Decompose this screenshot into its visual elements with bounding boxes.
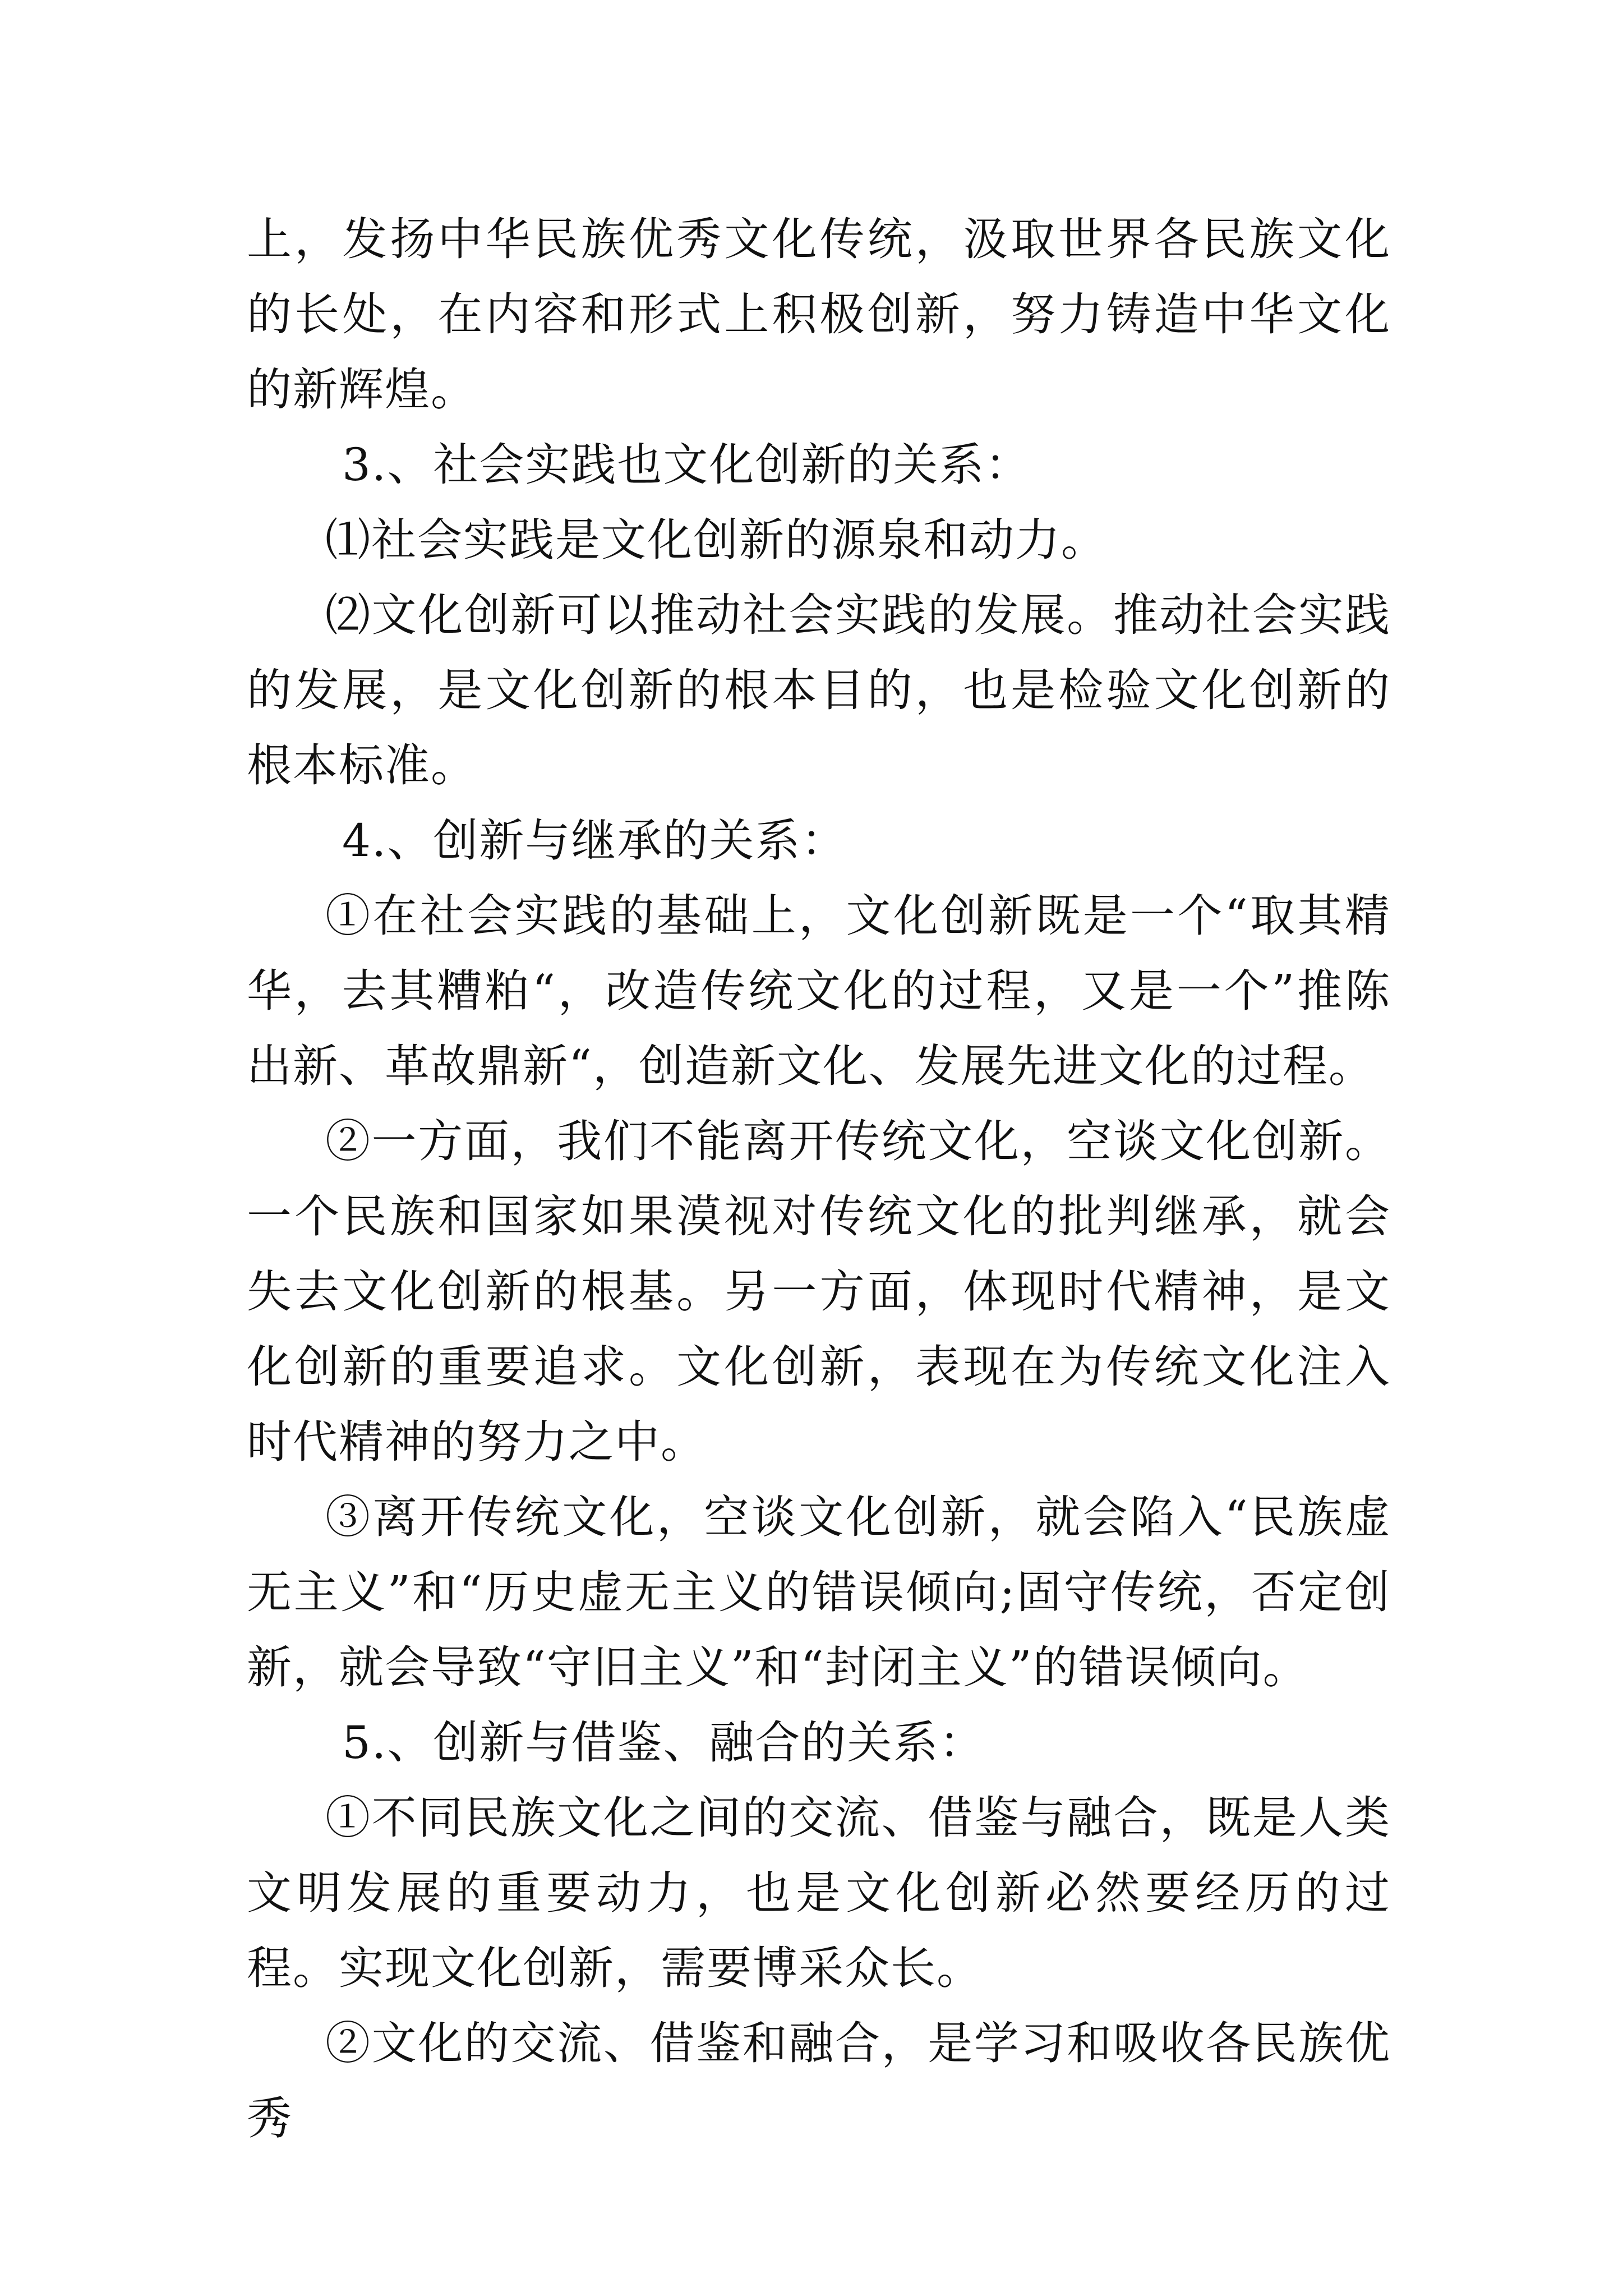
list-item-5-1: ①不同民族文化之间的交流、借鉴与融合，既是人类文明发展的重要动力，也是文化创新必然要经历的过程。实现文化创新，需要博采众长。: [247, 1792, 1391, 1994]
section-heading-4: 4.、创新与继承的关系：: [342, 815, 847, 867]
section-heading-3: 3.、社会实践也文化创新的关系：: [342, 439, 1031, 491]
list-item-4-2: ②一方面，我们不能离开传统文化，空谈文化创新。一个民族和国家如果漠视对传统文化的批判继承，就会失去文化创新的根基。另一方面，体现时代精神，是文化创新的重要追求。文化创新，表现在为传统文化注入时代精神的努力之中。: [247, 1115, 1391, 1468]
list-item-3-1: ⑴社会实践是文化创新的源泉和动力。: [325, 514, 1107, 566]
document-body: [247, 202, 1391, 2156]
list-item-5-2: ②文化的交流、借鉴和融合，是学习和吸收各民族优秀: [247, 2017, 1391, 2145]
list-item-3-2: ⑵文化创新可以推动社会实践的发展。推动社会实践的发展，是文化创新的根本目的，也是检验文化创新的根本标准。: [247, 589, 1391, 792]
list-item-4-1: ①在社会实践的基础上，文化创新既是一个“取其精华，去其糟粕“，改造传统文化的过程，又是一个”推陈出新、革故鼎新“，创造新文化、发展先进文化的过程。: [247, 890, 1391, 1092]
paragraph-continuation: 上，发扬中华民族优秀文化传统，汲取世界各民族文化的长处，在内容和形式上积极创新，努力铸造中华文化的新辉煌。: [247, 213, 1391, 416]
section-heading-5: 5.、创新与借鉴、融合的关系：: [342, 1717, 985, 1769]
list-item-4-3: ③离开传统文化，空谈文化创新，就会陷入“民族虚无主义”和“历史虚无主义的错误倾向;固守传统，否定创新，就会导致“守旧主义”和“封闭主义”的错误倾向。: [247, 1491, 1391, 1694]
